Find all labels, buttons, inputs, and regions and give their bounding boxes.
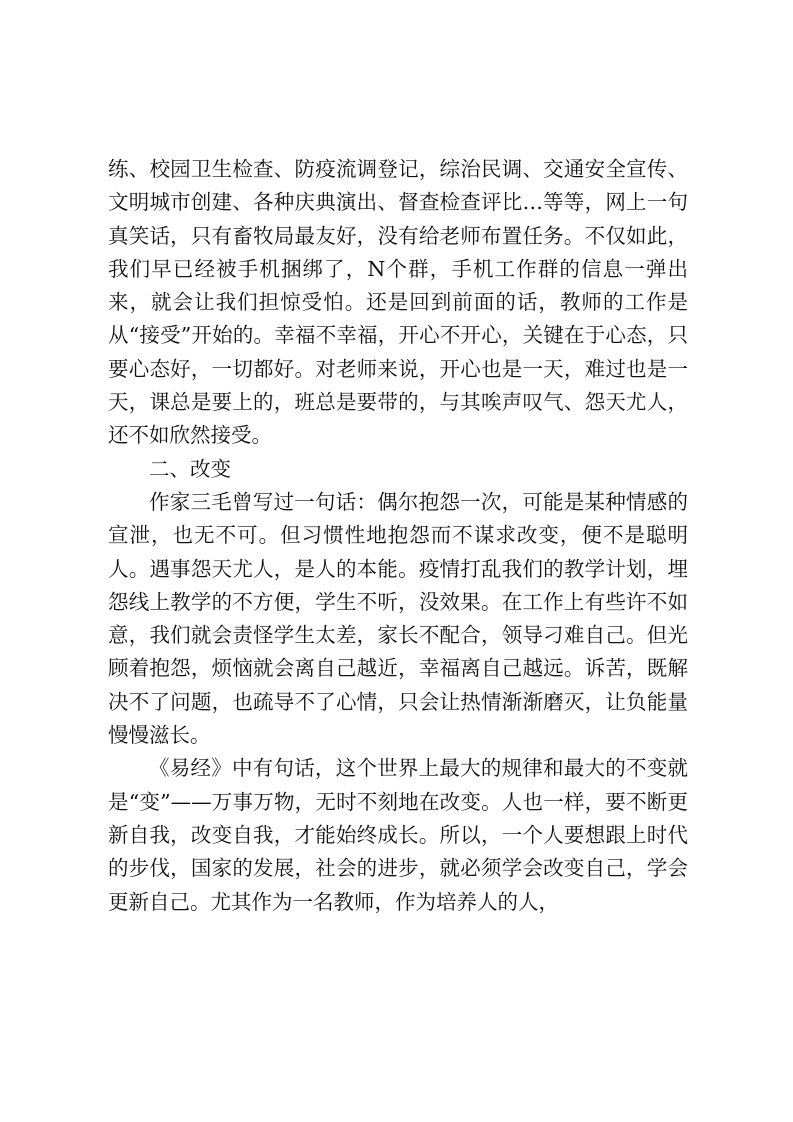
paragraph-yijing: 《易经》中有句话，这个世界上最大的规律和最大的不变就是“变”——万事万物，无时不刻地在改变。人也一样，要不断更新自我，改变自我，才能始终成长。所以，一个人要想跟上时代的步伐，国家的发展，社会的进步，就必须学会改变自己，学会更新自己。尤其作为一名教师，作为培养人的人，: [108, 756, 688, 914]
paragraph-continuation: 练、校园卫生检查、防疫流调登记，综治民调、交通安全宣传、文明城市创建、各种庆典演出、督查检查评比…等等，网上一句真笑话，只有畜牧局最友好，没有给老师布置任务。不仅如此，我们早已经被手机捆绑了，N个群，手机工作群的信息一弹出来，就会让我们担惊受怕。还是回到前面的话，教师的工作是从“接受”开始的。幸福不幸福，开心不开心，关键在于心态，只要心态好，一切都好。对老师来说，开心也是一天，难过也是一天，课总是要上的，班总是要带的，与其唉声叹气、怨天尤人，还不如欣然接受。: [108, 157, 688, 448]
document-page: [108, 153, 688, 919]
section-heading-change: 二、改变: [149, 456, 231, 481]
paragraph-sanmao-quote: 作家三毛曾写过一句话：偶尔抱怨一次，可能是某种情感的宣泄，也无不可。但习惯性地抱怨而不谋求改变，便不是聪明人。遇事怨天尤人，是人的本能。疫情打乱我们的教学计划，埋怨线上教学的不方便，学生不听，没效果。在工作上有些许不如意，我们就会责怪学生太差，家长不配合，领导刁难自己。但光顾着抱怨，烦恼就会离自己越近，幸福离自己越远。诉苦，既解决不了问题，也疏导不了心情，只会让热情渐渐磨灭，让负能量慢慢滋长。: [108, 489, 688, 748]
